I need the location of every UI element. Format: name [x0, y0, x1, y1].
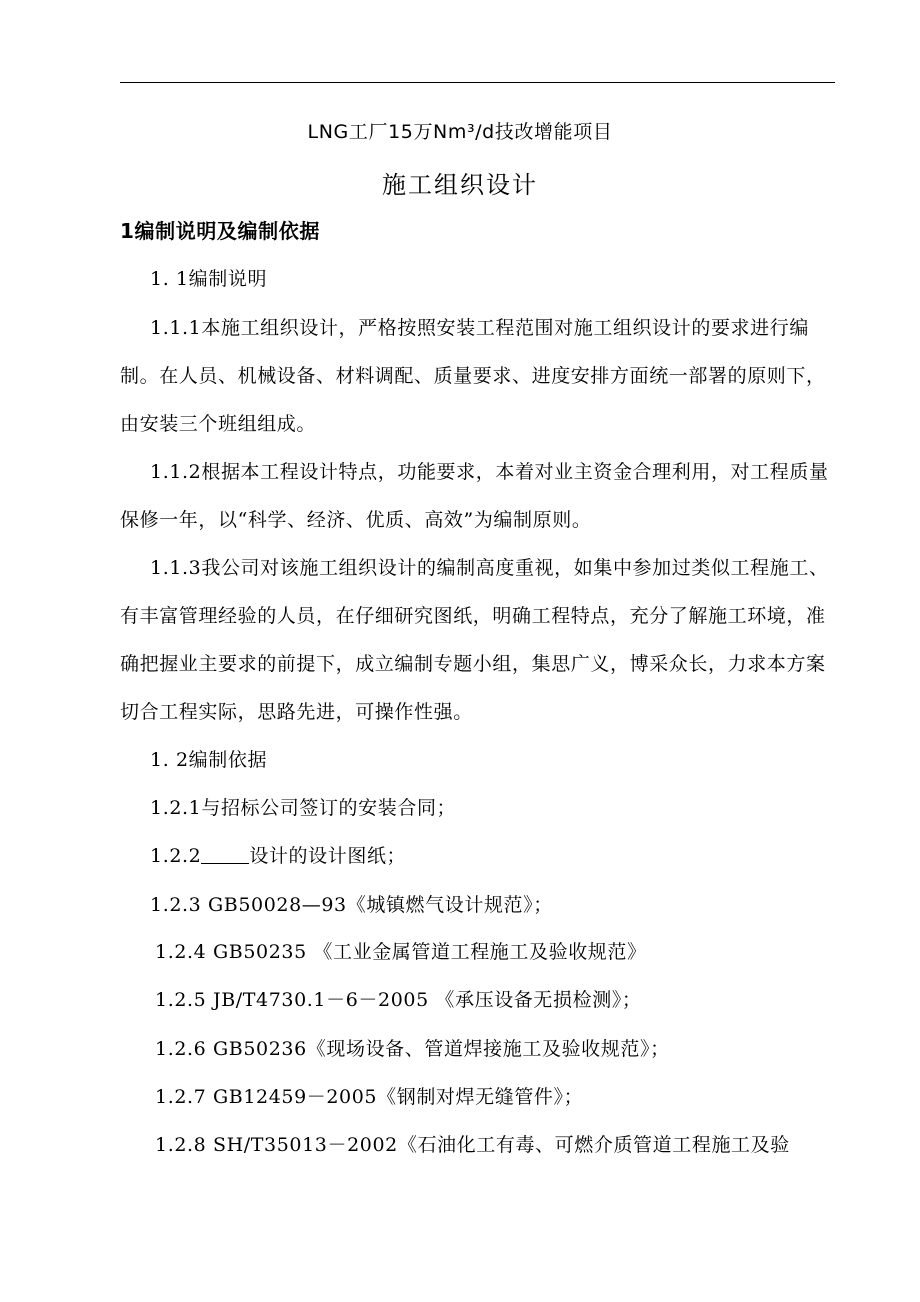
basis-item-number: 1.2.2: [150, 845, 202, 867]
basis-item: 1.2.3 GB50028—93《城镇燃气设计规范》；: [150, 894, 553, 916]
header-rule: [120, 82, 835, 83]
basis-item: 1.2.1与招标公司签订的安装合同；: [150, 797, 457, 819]
subsection-heading-1-1: 1. 1编制说明: [150, 268, 268, 290]
paragraph-1-1-2: 1.1.2根据本工程设计特点，功能要求，本着对业主资金合理利用，对工程质量保修一年，以“科学、经济、优质、高效”为编制原则。: [120, 461, 829, 531]
basis-item: 1.2.4 GB50235 《工业金属管道工程施工及验收规范》: [155, 941, 647, 963]
document-subtitle: 施工组织设计: [382, 171, 538, 199]
document-title: LNG工厂15万Nm³/d技改增能项目: [307, 121, 613, 143]
subsection-heading-1-2: 1. 2编制依据: [150, 749, 268, 771]
fill-in-blank: [201, 845, 249, 864]
paragraph-1-1-1: 1.1.1本施工组织设计，严格按照安装工程范围对施工组织设计的要求进行编制。在人员、机械设备、材料调配、质量要求、进度安排方面统一部署的原则下，由安装三个班组组成。: [120, 317, 826, 435]
paragraph-1-1-3: 1.1.3我公司对该施工组织设计的编制高度重视，如集中参加过类似工程施工、有丰富管理经验的人员，在仔细研究图纸，明确工程特点，充分了解施工环境，准确把握业主要求的前提下，成立编制专题小组，集思广义，博采众长，力求本方案切合工程实际，思路先进，可操作性强。: [120, 557, 829, 723]
basis-item: 1.2.8 SH/T35013－2002《石油化工有毒、可燃介质管道工程施工及验: [155, 1134, 790, 1156]
basis-item: [150, 844, 406, 868]
basis-item: 1.2.7 GB12459－2005《钢制对焊无缝管件》；: [155, 1086, 584, 1108]
section-heading: 1编制说明及编制依据: [120, 219, 320, 243]
basis-item: 1.2.5 JB/T4730.1－6－2005 《承压设备无损检测》；: [155, 989, 642, 1011]
basis-item: 1.2.6 GB50236《现场设备、管道焊接施工及验收规范》；: [155, 1038, 670, 1060]
basis-item-text: 设计的设计图纸；: [249, 845, 407, 867]
